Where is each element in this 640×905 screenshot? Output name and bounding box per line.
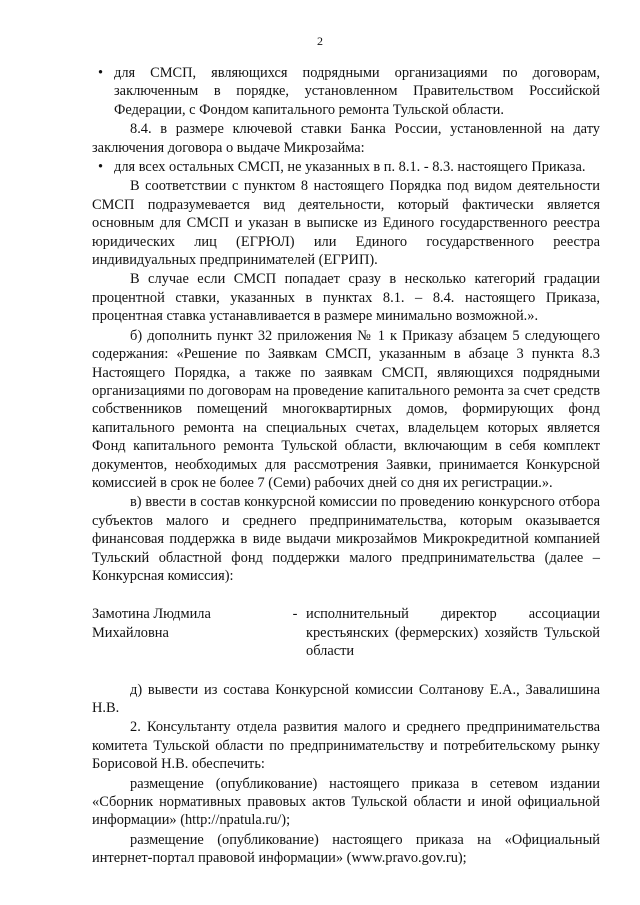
- paragraph-v-commission: в) ввести в состав конкурсной комиссии по проведению конкурсного отбора субъектов малого и среднего предпринимательства, которым оказывается финансовая поддержка в виде выдачи микрозаймов Микрокредитной компанией Тульский областной фонд поддержки малого предпринимательства (далее – Конкурсная комиссия):: [92, 494, 600, 584]
- paragraph-2-consultant: 2. Консультанту отдела развития малого и среднего предпринимательства комитета Тульской области по предпринимательству и потребительскому рынку Борисовой Н.В. обеспечить:: [92, 719, 600, 773]
- paragraph-activity-type: В соответствии с пунктом 8 настоящего Порядка под видом деятельности СМСП подразумевается вид деятельности, который фактически является основным для СМСП и указан в выписке из Единого государственного реестра юридических лиц (ЕГРЮЛ) или Единого государственного реестра индивидуальных предпринимателей (ЕГРИП).: [92, 178, 600, 269]
- page-number: 2: [317, 34, 323, 48]
- member-dash: -: [292, 606, 298, 623]
- document-body: [92, 64, 600, 868]
- member-name: Замотина Людмила Михайловна: [92, 606, 211, 641]
- commission-member-row: [92, 605, 600, 660]
- paragraph-8-4: 8.4. в размере ключевой ставки Банка России, установленной на дату заключения договора о выдаче Микрозайма:: [92, 121, 600, 156]
- member-role: исполнительный директор ассоциации крестьянских (фермерских) хозяйств Тульской области: [306, 606, 600, 660]
- paragraph-publish-pravo: размещение (опубликование) настоящего приказа на «Официальный интернет-портал правовой информации» (www.pravo.gov.ru);: [92, 831, 600, 867]
- paragraph-d-remove: д) вывести из состава Конкурсной комиссии Солтанову Е.А., Завалишина Н.В.: [92, 681, 600, 716]
- paragraph-bullet-contractors: • для СМСП, являющихся подрядными организациями по договорам, заключенным в порядке, установленном Правительством Российской Федерации, с Фондом капитального ремонта Тульской области.: [92, 64, 600, 119]
- paragraph-rate-categories: В случае если СМСП попадает сразу в несколько категорий градации процентной ставки, указанных в пунктах 8.1. – 8.4. настоящего Приказа, процентная ставка устанавливается в размере минимально возможной.».: [92, 271, 600, 325]
- paragraph-bullet-others: • для всех остальных СМСП, не указанных в п. 8.1. - 8.3. настоящего Приказа.: [92, 158, 600, 176]
- paragraph-publish-npatula: размещение (опубликование) настоящего приказа в сетевом издании «Сборник нормативных правовых актов Тульской области и иной официальной информации» (http://npatula.ru/);: [92, 775, 600, 829]
- paragraph-b-clause-32: б) дополнить пункт 32 приложения № 1 к Приказу абзацем 5 следующего содержания: «Решение по Заявкам СМСП, указанным в абзаце 3 пункта 8.3 Настоящего Порядка, а также по заявкам СМСП, являющихся подрядными организациями по договорам на проведение капитального ремонта за счет средств собственников помещений многоквартирных домов, формирующих фонд капитального ремонта на специальных счетах, владельцем которых является Фонд капитального ремонта Тульской области, включающим в себя комплект документов, необходимых для рассмотрения Заявки, принимается Конкурсной комиссией в срок не более 7 (Семи) рабочих дней со дня их регистрации.».: [92, 327, 600, 491]
